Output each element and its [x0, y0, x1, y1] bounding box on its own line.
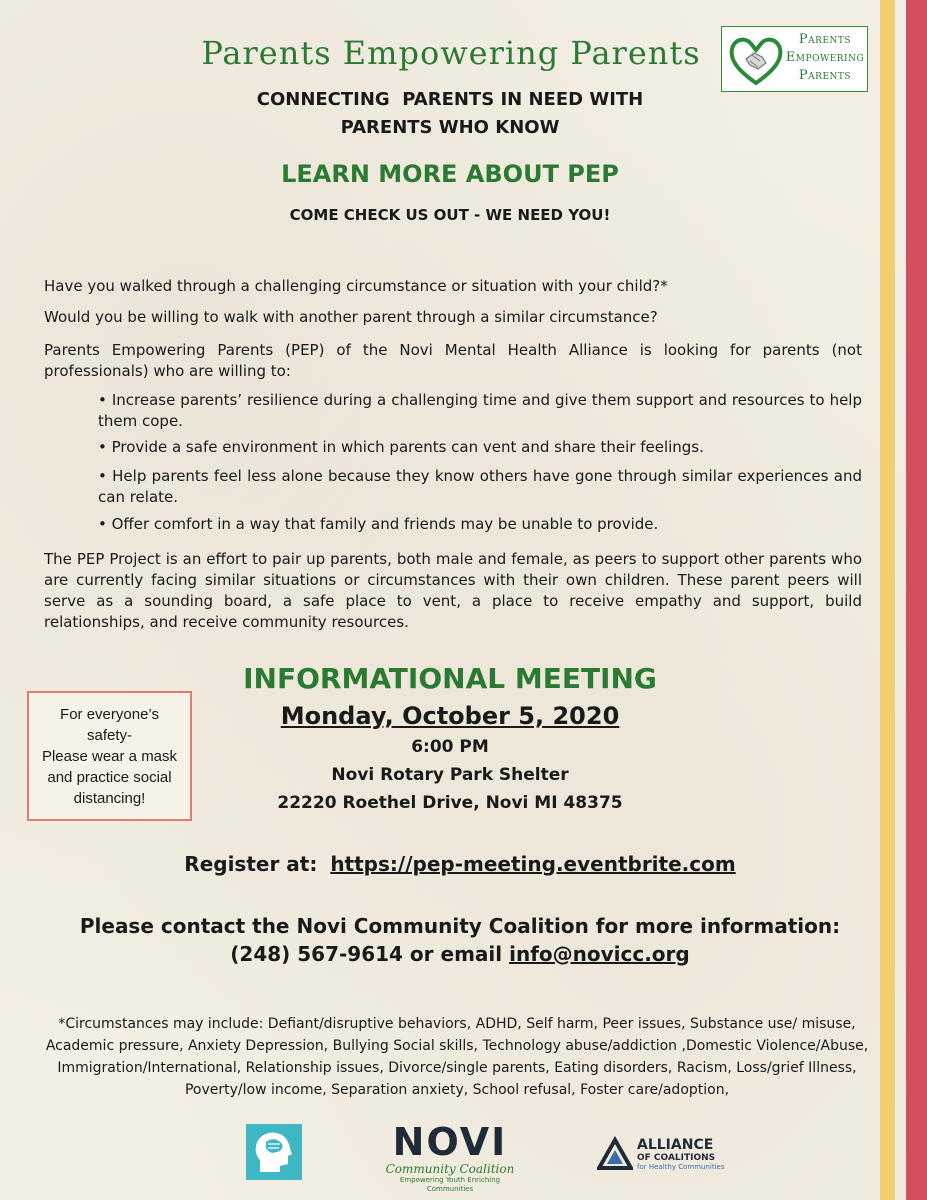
head-brain-icon [246, 1124, 302, 1180]
bullet-1: • Increase parents’ resilience during a challenging time and give them support and resources to help them cope. [98, 391, 862, 430]
contact-line-2 [60, 940, 860, 968]
subtitle-line-1: CONNECTING PARENTS IN NEED WITH [256, 89, 644, 110]
contact-phone: (248) 567-9614 or email [230, 942, 503, 966]
safety-line-5: distancing! [73, 790, 146, 807]
yellow-stripe [880, 0, 895, 1200]
come-check-text: COME CHECK US OUT - WE NEED YOU! [289, 206, 611, 224]
page-title: Parents Empowering Parents [201, 34, 701, 72]
pep-logo-text [784, 31, 866, 85]
meeting-heading: INFORMATIONAL MEETING [243, 662, 657, 695]
intro-question-2: Would you be willing to walk with another parent through a similar circumstance? [44, 308, 658, 326]
project-paragraph: The PEP Project is an effort to pair up parents, both male and female, as peers to support other parents who are currently facing similar situations or circumstances with their own children. These parent peers will serve as a sounding board, a safe place to vent, a place to receive empathy and support, build relationships, and receive community resources. [44, 550, 862, 631]
circumstances-footnote: *Circumstances may include: Defiant/disruptive behaviors, ADHD, Self harm, Peer issues, Substance use/ misuse, Academic pressure, Anxiety Depression, Bullying Social skills, Technology abuse/addiction ,Domestic Violence/Abuse, Immigration/International, Relationship issues, Divorce/single parents, Eating disorders, Racism, Loss/grief Illness, Poverty/low income, Separation anxiety, School refusal, Foster care/adoption, [45, 1016, 869, 1098]
bullet-4: • Offer comfort in a way that family and friends may be unable to provide. [98, 515, 659, 533]
meeting-address: 22220 Roethel Drive, Novi MI 48375 [277, 793, 623, 813]
meeting-time: 6:00 PM [411, 737, 489, 757]
safety-line-4: and practice social [47, 769, 172, 786]
heart-hands-icon [728, 33, 784, 87]
logo-line-1: Parents [798, 32, 852, 47]
contact-block [60, 912, 860, 968]
novi-subtitle: Community Coalition [385, 1162, 515, 1176]
bullet-3: • Help parents feel less alone because they know others have gone through similar experiences and can relate. [98, 467, 862, 506]
register-line [120, 852, 800, 876]
safety-line-1: For everyone’s [60, 706, 159, 723]
safety-line-2: safety- [86, 727, 132, 744]
red-stripe [906, 0, 927, 1200]
alliance-title: ALLIANCE [637, 1137, 714, 1153]
logo-line-2: Empowering [785, 50, 865, 65]
safety-line-3: Please wear a mask [41, 748, 178, 765]
logo-line-3: Parents [798, 68, 852, 83]
register-label: Register at: [184, 852, 318, 876]
alliance-tagline: for Healthy Communities [637, 1163, 725, 1171]
intro-lead: Parents Empowering Parents (PEP) of the Novi Mental Health Alliance is looking for parents (not professionals) who are willing to: [44, 341, 862, 380]
subtitle [150, 86, 750, 142]
safety-notice-box [27, 691, 192, 821]
triangle-icon [597, 1136, 633, 1172]
meeting-date: Monday, October 5, 2020 [280, 702, 620, 730]
subtitle-line-2: PARENTS WHO KNOW [340, 117, 560, 138]
alliance-subtitle: OF COALITIONS [637, 1153, 716, 1163]
mental-health-logo [246, 1124, 302, 1180]
bullet-2: • Provide a safe environment in which parents can vent and share their feelings. [98, 438, 704, 456]
alliance-logo [597, 1134, 742, 1174]
pep-logo [721, 26, 868, 92]
novi-tagline: Empowering Youth Enriching Communities [399, 1176, 501, 1193]
novi-coalition-logo [385, 1122, 515, 1194]
contact-email-link[interactable]: info@novicc.org [509, 942, 690, 966]
learn-more-heading: LEARN MORE ABOUT PEP [281, 160, 619, 188]
register-link[interactable]: https://pep-meeting.eventbrite.com [330, 852, 736, 876]
contact-line-1: Please contact the Novi Community Coalition for more information: [79, 914, 841, 938]
intro-question-1: Have you walked through a challenging circumstance or situation with your child?* [44, 277, 668, 295]
novi-wordmark: NOVI [392, 1120, 508, 1164]
meeting-place: Novi Rotary Park Shelter [331, 765, 569, 785]
